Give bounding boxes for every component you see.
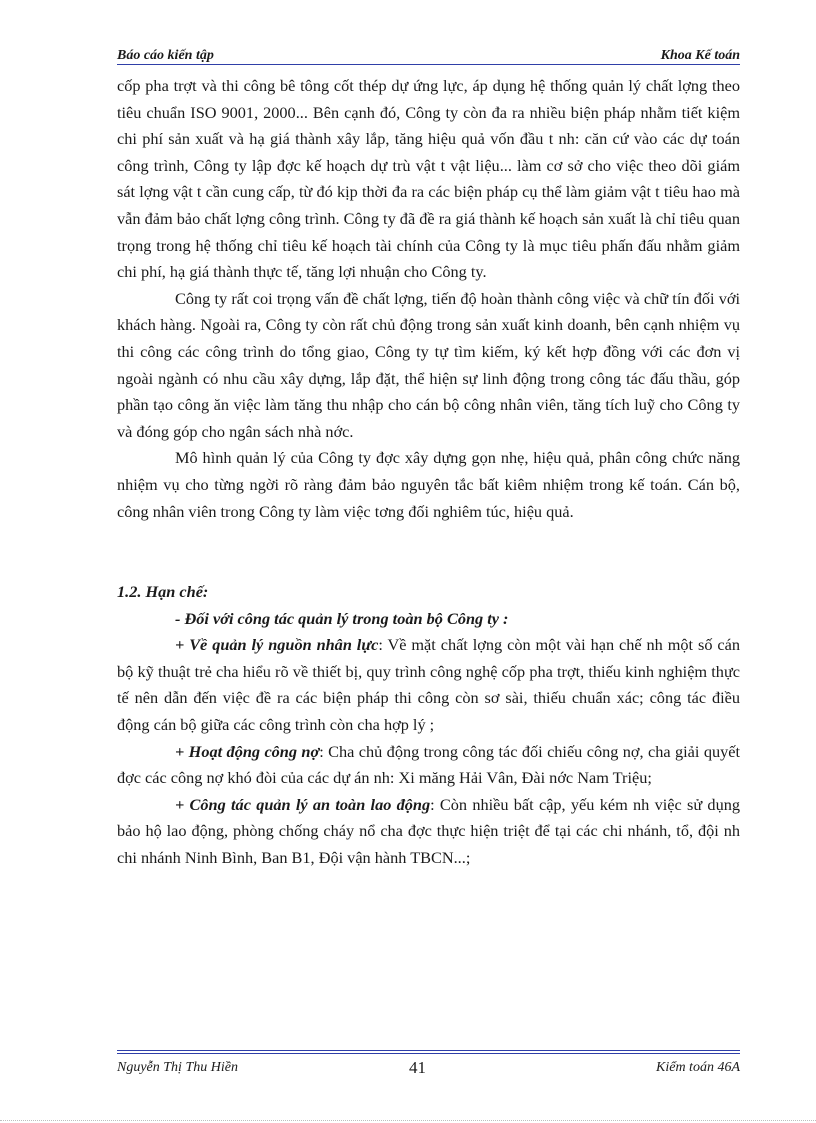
page-header: [117, 48, 740, 64]
item-text: : Về mặt chất lợng còn một vài hạn chế nh một số cán bộ kỹ thuật trẻ cha hiểu rõ về thiết bị, quy trình công nghệ cốp pha trợt, thiếu kinh nghiệm thực tế nên dẫn đến việc đề ra các biện pháp thi công còn sơ sài, thiếu chuẩn xác; công tác điều động cán bộ giữa các công trình còn cha hợp lý ;: [117, 635, 740, 735]
footer-author: Nguyễn Thị Thu Hiền: [117, 1060, 238, 1075]
header-department: Khoa Kế toán: [660, 48, 740, 63]
paragraph-quality: Công ty rất coi trọng vấn đề chất lợng, tiến độ hoàn thành công việc và chữ tín đối với khách hàng. Ngoài ra, Công ty còn rất chủ động trong sản xuất kinh doanh, bên cạnh nhiệm vụ thi công các công trình do tổng giao, Công ty tự tìm kiếm, ký kết hợp đồng với các đơn vị ngoài ngành có nhu cầu xây dựng, lắp đặt, thể hiện sự linh động trong công tác đấu thầu, góp phần tạo công ăn việc làm tăng thu nhập cho cán bộ công nhân viên, tăng tích luỹ cho Công ty và đóng góp cho ngân sách nhà nớc.: [117, 288, 740, 441]
subheading: - Đối với công tác quản lý trong toàn bộ Công ty :: [175, 608, 509, 628]
header-report-title: Báo cáo kiến tập: [117, 48, 214, 63]
document-body: [117, 73, 740, 872]
list-item: [117, 792, 740, 872]
item-lead: + Công tác quản lý an toàn lao động: [175, 794, 431, 814]
footer-class: Kiểm toán 46A: [656, 1060, 740, 1075]
spacer: [117, 525, 740, 579]
paragraph-continuation: cốp pha trợt và thi công bê tông cốt thép dự ứng lực, áp dụng hệ thống quản lý chất lợng theo tiêu chuẩn ISO 9001, 2000... Bên cạnh đó, Công ty còn đa ra nhiều biện pháp nhằm tiết kiệm chi phí sản xuất và hạ giá thành xây lắp, tăng hiệu quả vốn đầu t nh: căn cứ vào các dự toán công trình, Công ty lập đợc kế hoạch dự trù vật t vật liệu... làm cơ sở cho việc theo dõi giám sát lợng vật t cần cung cấp, từ đó kịp thời đa ra các biện pháp cụ thể làm giảm vật t tiêu hao mà vẫn đảm bảo chất lợng công trình. Công ty đã đề ra giá thành kế hoạch sản xuất là chỉ tiêu quan trọng trong hệ thống chỉ tiêu kế hoạch tài chính của Công ty là mục tiêu phấn đấu nhằm giảm chi phí, hạ giá thành thực tế, tăng lợi nhuận cho Công ty.: [117, 76, 740, 282]
item-lead: + Hoạt động công nợ: [175, 741, 320, 761]
section-heading: 1.2. Hạn chế:: [117, 582, 209, 602]
page-boundary: [0, 1120, 816, 1121]
footer-rule: [117, 1050, 740, 1051]
list-item: [117, 632, 740, 738]
page-number: 41: [409, 1058, 426, 1077]
footer-rule-thin: [117, 1053, 740, 1054]
item-lead: + Về quản lý nguồn nhân lực: [175, 635, 379, 655]
page-footer: [117, 1058, 740, 1078]
item-text: : Còn nhiều bất cập, yếu kém nh việc sử dụng bảo hộ lao động, phòng chống cháy nổ cha đợc thực hiện triệt để tại các chi nhánh, tổ, đội nh chi nhánh Ninh Bình, Ban B1, Đội vận hành TBCN...;: [117, 794, 740, 868]
header-rule: [117, 64, 740, 65]
paragraph-management-model: Mô hình quản lý của Công ty đợc xây dựng gọn nhẹ, hiệu quả, phân công chức năng nhiệm vụ cho từng ngời rõ ràng đảm bảo nguyên tắc bất kiêm nhiệm trong kế toán. Cán bộ, công nhân viên trong Công ty làm việc tơng đối nghiêm túc, hiệu quả.: [117, 448, 740, 521]
list-item: [117, 739, 740, 792]
item-text: : Cha chủ động trong công tác đối chiếu công nợ, cha giải quyết đợc các công nợ khó đòi của các dự án nh: Xi măng Hải Vân, Đài nớc Nam Triệu;: [117, 741, 741, 788]
